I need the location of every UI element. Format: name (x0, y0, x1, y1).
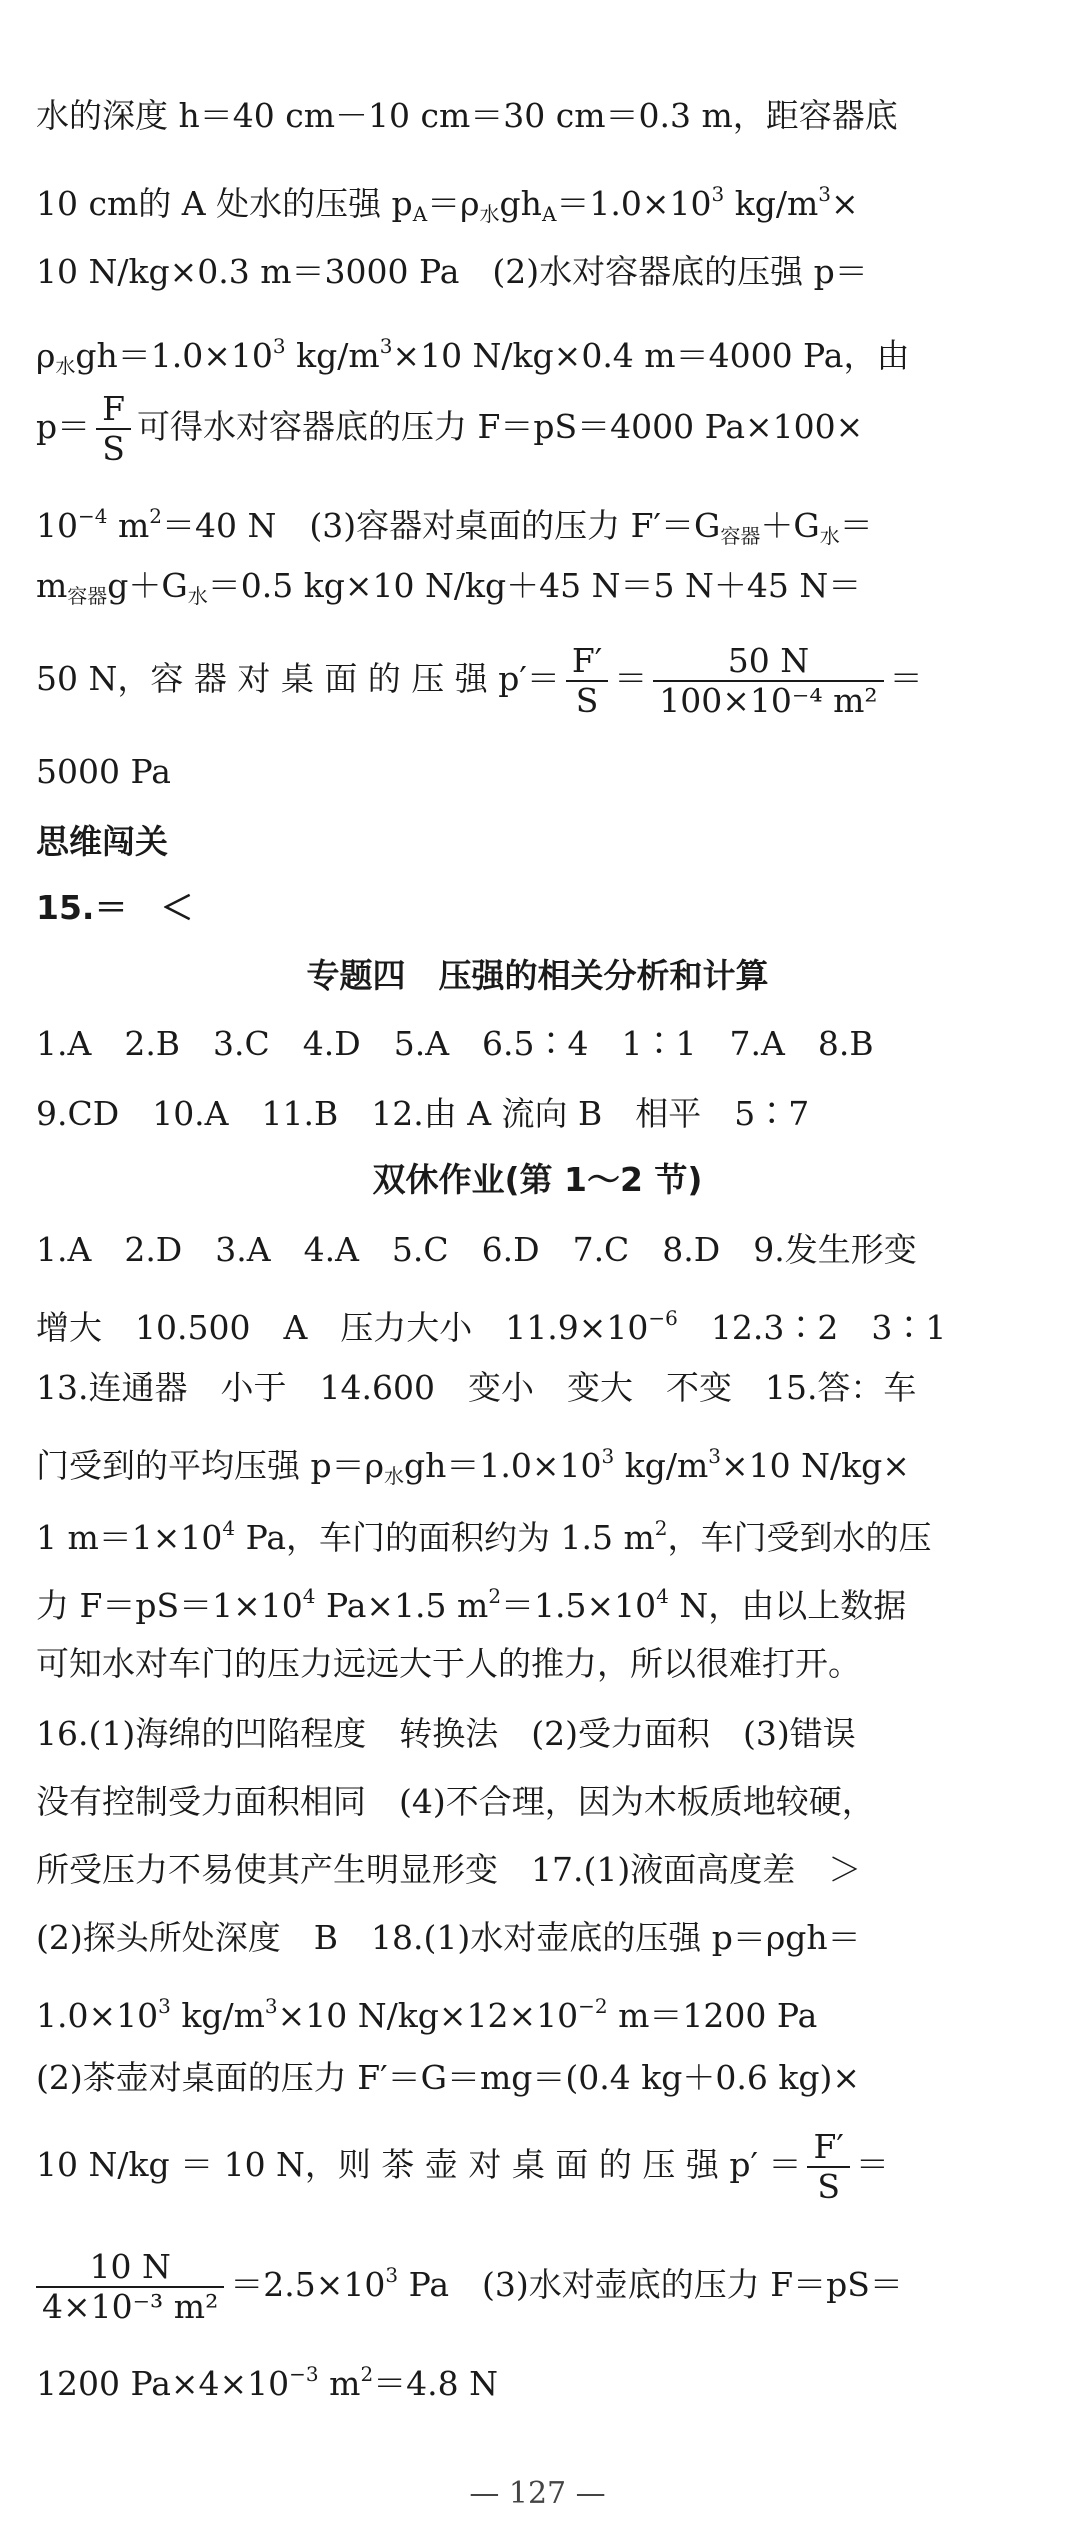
answer-line: 9.CD 10.A 11.B 12.由 A 流向 B 相平 5∶7 (36, 1094, 810, 1133)
text-line: 力 $F=pS=1\times 10^4$ Pa×1.5 $m^2=1.5\times 10^4$ N，由以上数据 (36, 1584, 907, 1625)
text-line: 1 $m=1\times 10^4$ Pa，车门的面积约为 1.5 $m^2$，车门受到水的压 (36, 1516, 932, 1557)
text-line: 50 N，容 器 对 桌 面 的 压 强 p′＝ $\frac{F'}{S}$ ＝ $\frac{50 N}{\text{100×10⁻⁴ m²}}$ ＝ (36, 641, 923, 720)
text-line: (2)茶壶对桌面的压力 F′＝G＝mg＝(0.4 kg＋0.6 kg)× (36, 2058, 860, 2097)
answer-line: 15.＝ ＜ (36, 888, 194, 927)
text-line: 10 N/kg×0.3 m＝3000 Pa (2)水对容器底的压强 p＝ (36, 252, 868, 291)
text-line: $10^{-4}$ $m^2=40$ N (3)容器对桌面的压力 $F'=G_{容器}+G_水=$ (36, 504, 873, 548)
fraction: $\frac{F'}{S}$ (566, 642, 608, 720)
text-line: $\frac{10 N}{\text{4×10⁻³ m²}}$ $=2.5\times 10^3$ Pa (3)水对壶底的压力 F＝pS＝ (36, 2228, 1041, 2322)
text-line: $1.0\times 10^3$ $kg/m^3\times 10$ $N/kg\times 12\times 10^{-2}$ m＝1200 Pa (36, 1994, 818, 2035)
answer-line: 1.A 2.B 3.C 4.D 5.A 6.5∶4 1∶1 7.A 8.B (36, 1024, 874, 1063)
answer-line: 增大 10.500 A 压力大小 $11.9\times 10^{-6}$ 12.3∶2 3∶1 (36, 1306, 947, 1347)
text-line: 10 N/kg ＝ 10 N，则 茶 壶 对 桌 面 的 压 强 p′ ＝ $\frac{F'}{S}$ ＝ (36, 2127, 889, 2206)
text-line: 可知水对车门的压力远远大于人的推力，所以很难打开。 (36, 1644, 861, 1683)
page-number: — 127 — (469, 2476, 606, 2511)
section-heading: 专题四 压强的相关分析和计算 (306, 956, 769, 995)
text-line: 1200 $Pa\times 4\times 10^{-3}$ $m^2=4.8$ N (36, 2362, 499, 2403)
text-line: $m_{容器}g+G_水=0.5$ kg×10 N/kg＋45 N＝5 N＋45 N＝ (36, 566, 862, 608)
text-line: (2)探头所处深度 B 18.(1)水对壶底的压强 p＝ρgh＝ (36, 1918, 861, 1957)
fraction: $\frac{10 N}{\text{4×10⁻³ m²}}$ (36, 2248, 224, 2322)
answer-line: 16.(1)海绵的凹陷程度 转换法 (2)受力面积 (3)错误 (36, 1714, 856, 1753)
text-line: $\rho_水gh=1.0\times 10^3$ $kg/m^3\times 10$ N/kg×0.4 m＝4000 Pa，由 (36, 334, 910, 378)
text-line: 门受到的平均压强 $p=\rho_水gh=1.0\times 10^3$ $kg/m^3\times 10$ N/kg× (36, 1444, 910, 1488)
text-line: 所受压力不易使其产生明显形变 17.(1)液面高度差 ＞ (36, 1850, 862, 1889)
fraction: $\frac{50 N}{\text{100×10⁻⁴ m²}}$ (653, 642, 883, 720)
section-heading: 双休作业(第 1～2 节) (372, 1160, 703, 1199)
answer-line: 13.连通器 小于 14.600 变小 变大 不变 15.答：车 (36, 1368, 917, 1407)
fraction: $\frac{F'}{S}$ (807, 2128, 849, 2206)
section-heading: 思维闯关 (36, 822, 168, 861)
text-line: 5000 Pa (36, 752, 171, 791)
answer-line: 1.A 2.D 3.A 4.A 5.C 6.D 7.C 8.D 9.发生形变 (36, 1230, 917, 1269)
text-line: 没有控制受力面积相同 (4)不合理，因为木板质地较硬， (36, 1782, 875, 1821)
fraction: $\frac{F}{S}$ (96, 390, 131, 468)
text-line: p＝ $\frac{F}{S}$ 可得水对容器底的压力 F＝pS＝4000 Pa×100× (36, 389, 864, 468)
text-line: 10 cm的 A 处水的压强 $p_A=\rho_水gh_A=1.0\times 10^3$ $kg/m^3\times$ (36, 182, 859, 226)
text-line: 水的深度 h＝40 cm－10 cm＝30 cm＝0.3 m，距容器底 (36, 96, 898, 135)
